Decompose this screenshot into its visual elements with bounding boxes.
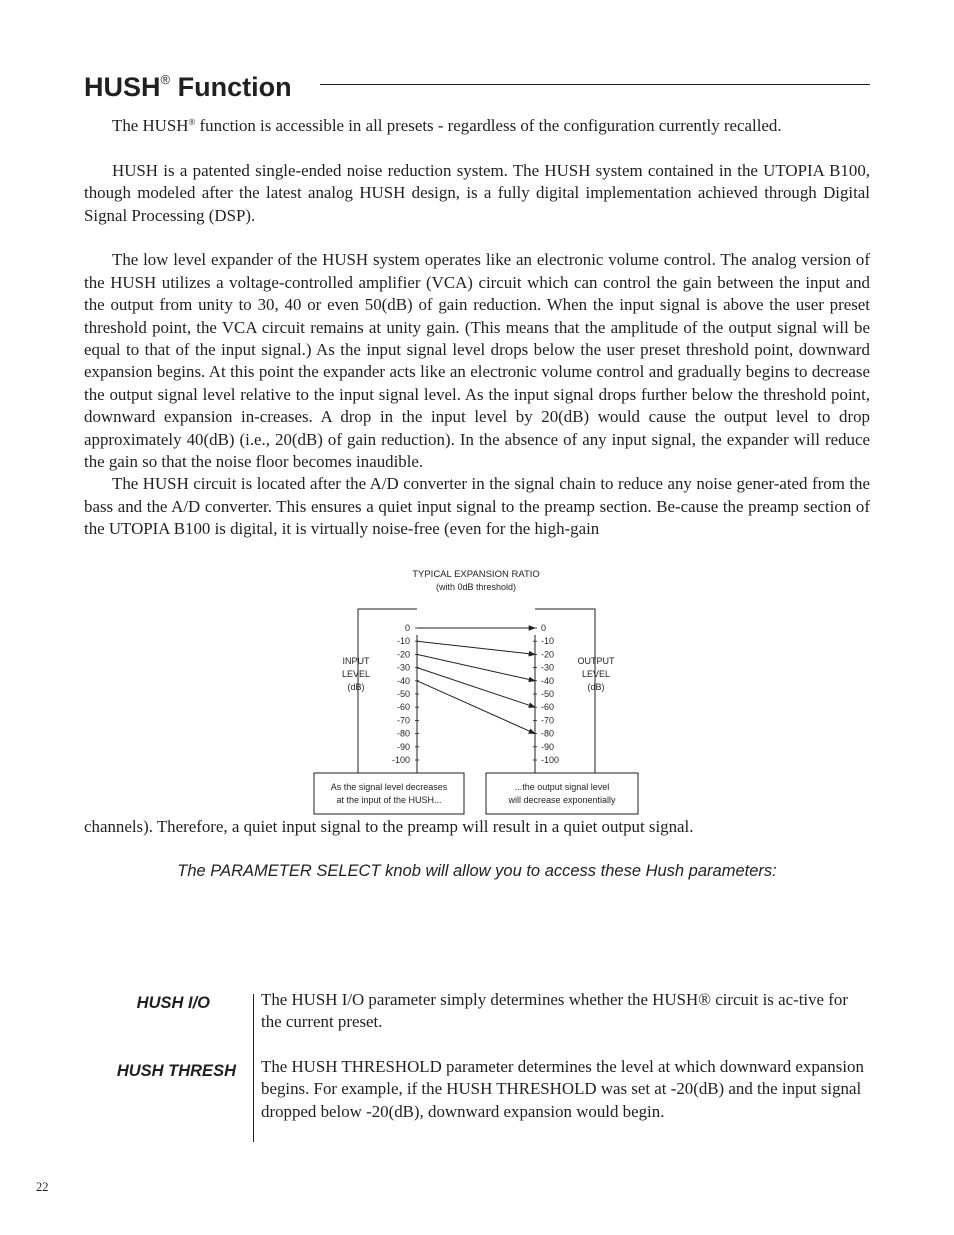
output-scale-label: -70 [541, 715, 555, 726]
registered-mark: ® [160, 72, 171, 87]
param-label-hush-thresh: HUSH THRESH [116, 1062, 236, 1080]
output-label-2: LEVEL [581, 669, 611, 679]
input-label-3: (dB) [347, 682, 365, 692]
input-scale-label: -50 [396, 689, 410, 699]
paragraph-3: The low level expander of the HUSH system operates like an electronic volume control. The analog version of the HUSH utilizes a voltage-controlled amplifier (VCA) circuit which can control the gain between the input and the output from unity to 30, 40 or even 50(dB) of gain reduction. When the input signal is above the user preset threshold point, the VCA circuit remains at unity gain. (This means that the amplitude of the output signal will be equal to that of the input signal.) As the input signal level drops below the user preset threshold point, downward expansion begins. At this point the expander acts like an electronic volume control and gradually begins to decrease the output signal level relative to the input signal level. As the input signal drops further below the threshold point, downward expansion in-creases. A drop in the input level by 20(dB) would cause the output level to drop approximately 40(dB) (i.e., 20(dB) of gain reduction). In the absence of any input signal, the expander will reduce the gain so that the noise floor becomes inaudible. [84, 250, 870, 472]
expansion-arrow [417, 654, 535, 680]
input-scale-label: -30 [396, 662, 410, 673]
paragraph-1-text: The HUSH [112, 116, 189, 135]
input-scale-label: -10 [396, 636, 410, 647]
expansion-arrow [417, 641, 535, 654]
param-desc-hush-io: The HUSH I/O parameter simply determines whether the HUSH® circuit is ac-tive for the current preset. [261, 990, 848, 1032]
paragraph-2: HUSH is a patented single-ended noise reduction system. The HUSH system contained in the UTOPIA B100, though modeled after the latest analog HUSH design, is a fully digital implementation achieved through Digital Signal Processing (DSP). [84, 160, 870, 225]
diagram-title: TYPICAL EXPANSION RATIO [412, 569, 540, 580]
continued-text [84, 816, 870, 838]
output-scale-label: -100 [541, 755, 560, 765]
caption-right-line-1: ...the output signal level [514, 782, 610, 792]
paragraph-4: The HUSH circuit is located after the A/D converter in the signal chain to reduce any noise gener-ated from the bass and the A/D converter. This ensures a quiet input signal to the preamp section. Be-cause the preamp section of the UTOPIA B100 is digital, it is virtually noise-free (even for the high-gain [84, 474, 870, 539]
caption-left-box [314, 773, 464, 814]
paragraph-1-mark: ® [188, 117, 196, 127]
expansion-arrow [417, 681, 535, 734]
input-scale [392, 623, 419, 765]
intro-text [84, 111, 870, 541]
expansion-arrow [417, 668, 535, 708]
caption-right-line-2: will decrease exponentially [508, 795, 616, 805]
caption-left-line-2: at the input of the HUSH... [336, 795, 442, 805]
input-label-1: INPUT [342, 656, 370, 666]
param-label-hush-io: HUSH I/O [136, 994, 210, 1012]
title-rule [320, 84, 870, 85]
page-number: 22 [36, 1180, 49, 1194]
input-scale-label: -70 [396, 715, 410, 726]
output-scale-label: 0 [541, 623, 547, 633]
paragraph-1-text-b: function is accessible in all presets - regardless of the configuration currently recalled. [195, 116, 782, 135]
output-scale-label: -50 [541, 689, 555, 699]
page-title [84, 62, 292, 105]
title-suffix: Function [170, 72, 292, 102]
output-label-1: OUTPUT [577, 656, 615, 666]
paragraph-4-continued: channels). Therefore, a quiet input signal to the preamp will result in a quiet output signal. [84, 817, 694, 836]
input-scale-label: -40 [396, 675, 410, 686]
paragraph-1 [84, 111, 870, 137]
output-scale-label: -10 [541, 636, 555, 647]
parameter-divider [253, 994, 254, 1142]
expansion-ratio-diagram [310, 564, 650, 818]
output-scale-label: -40 [541, 675, 555, 686]
output-scale-label: -20 [541, 649, 555, 660]
caption-left-line-1: As the signal level decreases [330, 782, 448, 792]
input-scale-label: 0 [404, 623, 410, 633]
expansion-arrows [417, 628, 535, 734]
parameter-select-note: The PARAMETER SELECT knob will allow you to access these Hush parameters: [177, 862, 777, 880]
output-scale [533, 623, 559, 765]
diagram-subtitle: (with 0dB threshold) [435, 582, 517, 592]
input-scale-label: -100 [391, 755, 410, 765]
input-scale-label: -90 [396, 741, 410, 752]
output-scale-label: -80 [541, 728, 555, 739]
output-scale-label: -90 [541, 741, 555, 752]
output-label-3: (dB) [587, 682, 605, 692]
title-text: HUSH [84, 72, 161, 102]
input-scale-label: -60 [396, 702, 410, 713]
input-scale-label: -20 [396, 649, 410, 660]
input-label-2: LEVEL [341, 669, 371, 679]
output-scale-label: -60 [541, 702, 555, 713]
input-scale-label: -80 [396, 728, 410, 739]
caption-right-box [486, 773, 638, 814]
output-scale-label: -30 [541, 662, 555, 673]
param-desc-hush-thresh: The HUSH THRESHOLD parameter determines the level at which downward expansion begins. For example, if the HUSH THRESHOLD was set at -20(dB) and the input signal dropped below -20(dB), downward expansion would begin. [261, 1057, 864, 1121]
